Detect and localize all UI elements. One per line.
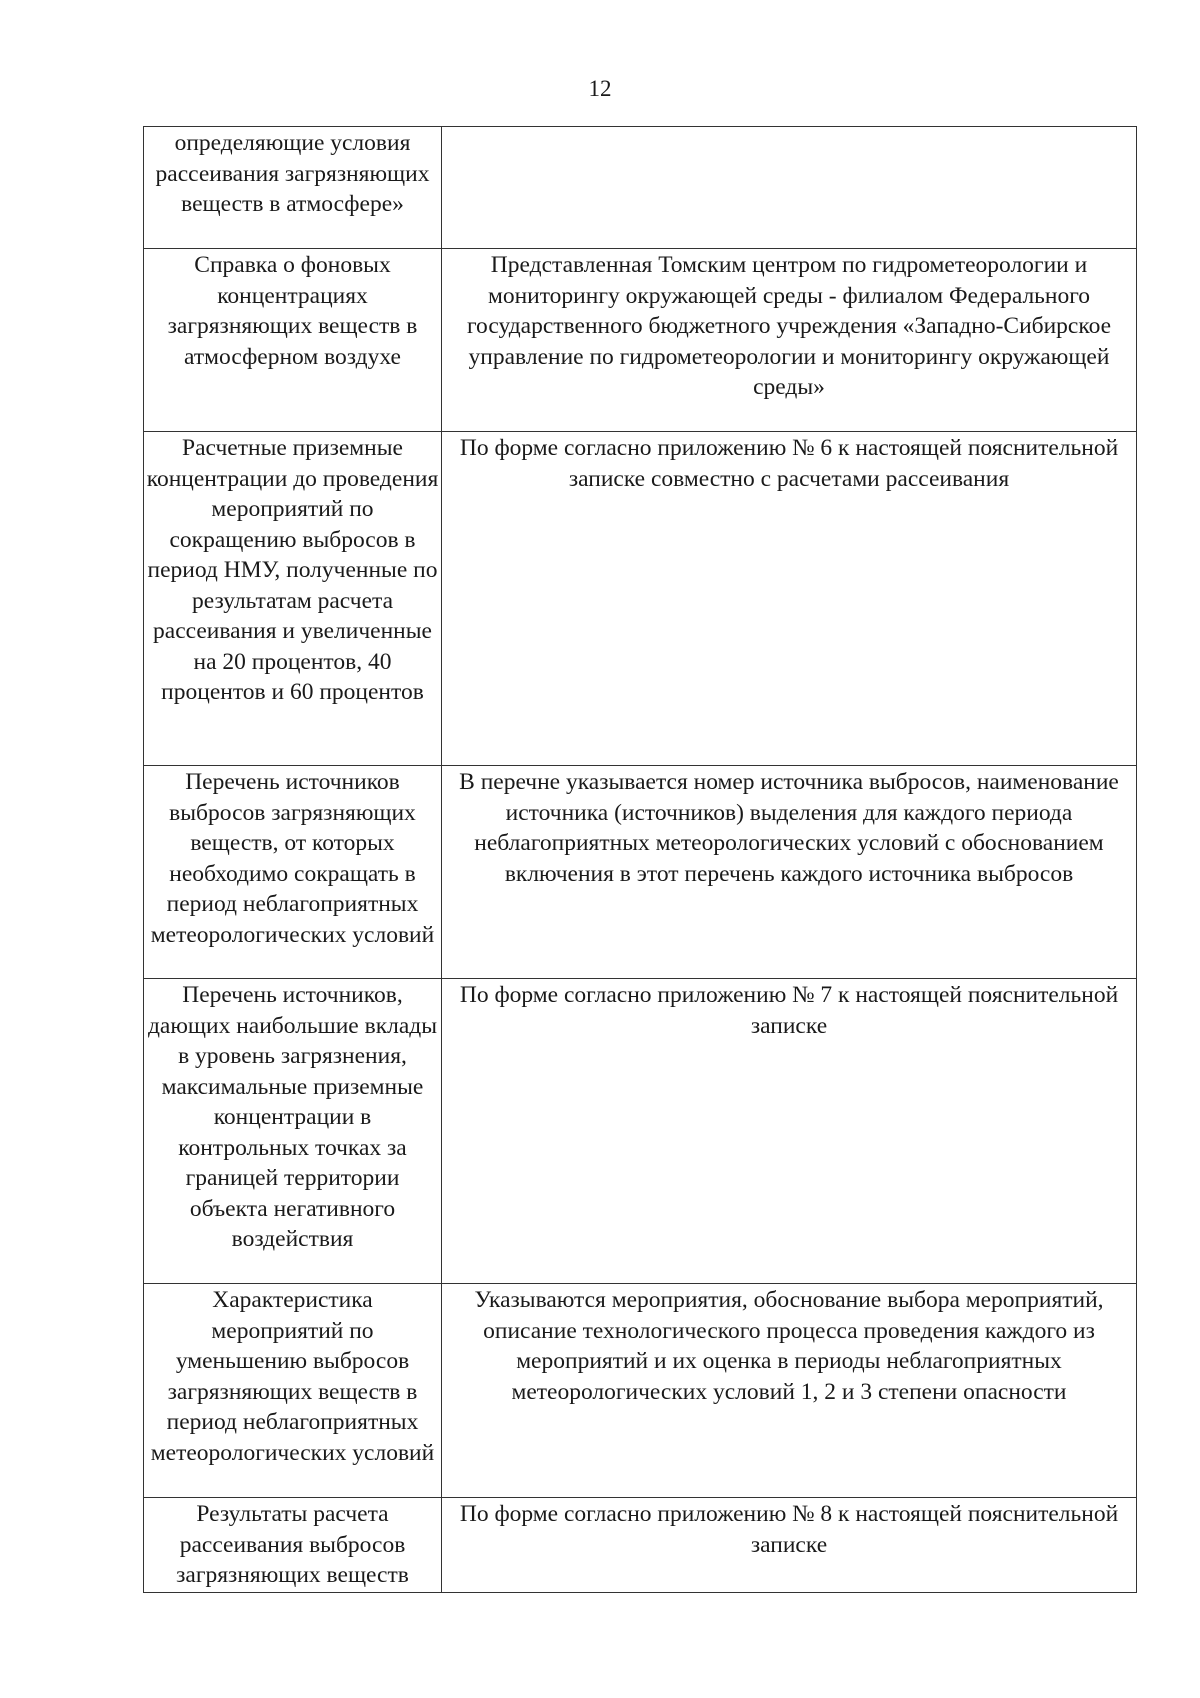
document-name-cell: Расчетные приземные концентрации до проведения мероприятий по сокращению выбросов в период НМУ, полученные по результатам расчета рассеивания и увеличенные на 20 процентов, 40 процентов и 60 процентов <box>144 432 442 766</box>
table-row <box>144 766 1137 979</box>
document-name-cell: Характеристика мероприятий по уменьшению выбросов загрязняющих веществ в период неблагоприятных метеорологических условий <box>144 1284 442 1498</box>
document-description-cell: В перечне указывается номер источника выбросов, наименование источника (источников) выделения для каждого периода неблагоприятных метеорологических условий с обоснованием включения в этот перечень каждого источника выбросов <box>442 766 1137 979</box>
document-description-cell: По форме согласно приложению № 7 к настоящей пояснительной записке <box>442 979 1137 1284</box>
requirements-table <box>143 126 1137 1593</box>
table-row <box>144 1498 1137 1593</box>
document-name-cell: Перечень источников, дающих наибольшие вклады в уровень загрязнения, максимальные приземные концентрации в контрольных точках за границей территории объекта негативного воздействия <box>144 979 442 1284</box>
document-name-cell: определяющие условия рассеивания загрязняющих веществ в атмосфере» <box>144 127 442 249</box>
document-name-cell: Перечень источников выбросов загрязняющих веществ, от которых необходимо сокращать в период неблагоприятных метеорологических условий <box>144 766 442 979</box>
document-description-cell: Представленная Томским центром по гидрометеорологии и мониторингу окружающей среды - филиалом Федерального государственного бюджетного учреждения «Западно-Сибирское управление по гидрометеорологии и мониторингу окружающей среды» <box>442 249 1137 432</box>
document-name-cell: Справка о фоновых концентрациях загрязняющих веществ в атмосферном воздухе <box>144 249 442 432</box>
table-row <box>144 127 1137 249</box>
document-description-cell <box>442 127 1137 249</box>
document-description-cell: Указываются мероприятия, обоснование выбора мероприятий, описание технологического процесса проведения каждого из мероприятий и их оценка в периоды неблагоприятных метеорологических условий 1, 2 и 3 степени опасности <box>442 1284 1137 1498</box>
table-row <box>144 1284 1137 1498</box>
document-name-cell: Результаты расчета рассеивания выбросов загрязняющих веществ <box>144 1498 442 1593</box>
page-number: 12 <box>588 76 612 101</box>
table-row <box>144 979 1137 1284</box>
document-description-cell: По форме согласно приложению № 6 к настоящей пояснительной записке совместно с расчетами рассеивания <box>442 432 1137 766</box>
table-row <box>144 432 1137 766</box>
table-row <box>144 249 1137 432</box>
document-description-cell: По форме согласно приложению № 8 к настоящей пояснительной записке <box>442 1498 1137 1593</box>
